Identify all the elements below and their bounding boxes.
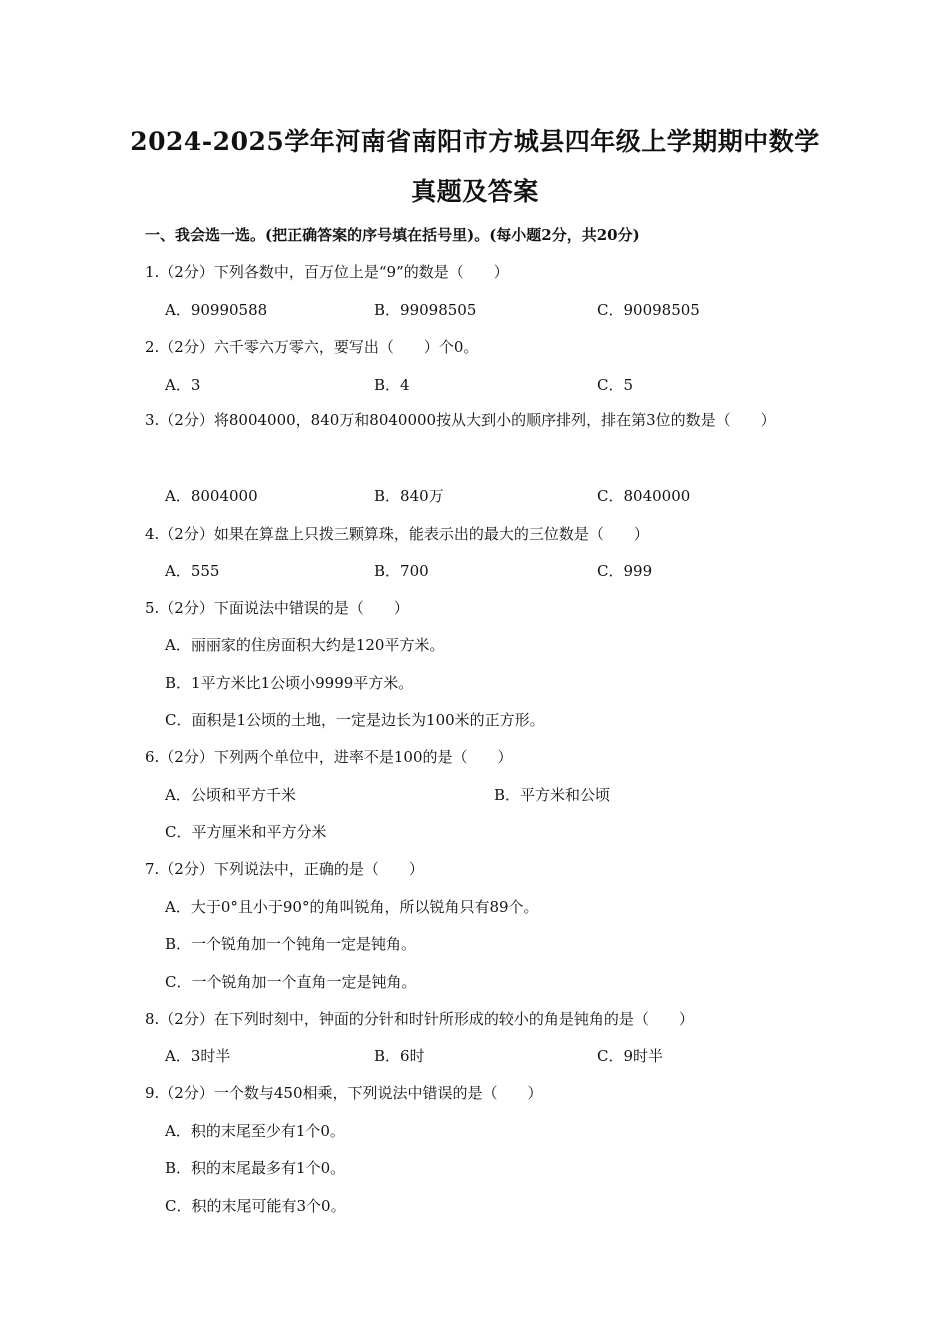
question-9: 9.（2分）一个数与450相乘，下列说法中错误的是（ ） <box>145 1084 543 1102</box>
q8-option-b: B．6时 <box>374 1047 425 1065</box>
q4-option-a: A．555 <box>165 562 220 580</box>
q5-option-a: A．丽丽家的住房面积大约是120平方米。 <box>165 636 445 654</box>
q9-option-c: C．积的末尾可能有3个0。 <box>165 1197 346 1215</box>
question-8: 8.（2分）在下列时刻中，钟面的分针和时针所形成的较小的角是钝角的是（ ） <box>145 1010 694 1028</box>
q2-option-a: A．3 <box>165 376 201 394</box>
q2-option-c: C．5 <box>597 376 634 394</box>
q5-option-b: B．1平方米比1公顷小9999平方米。 <box>165 674 414 692</box>
q2-option-b: B．4 <box>374 376 410 394</box>
q6-option-a: A．公顷和平方千米 <box>165 786 296 804</box>
q4-option-b: B．700 <box>374 562 429 580</box>
q6-option-b: B．平方米和公顷 <box>494 786 611 804</box>
q5-option-c: C．面积是1公顷的土地，一定是边长为100米的正方形。 <box>165 711 545 729</box>
section-heading: 一、我会选一选。(把正确答案的序号填在括号里)。(每小题2分，共20分) <box>145 226 640 244</box>
document-title-line2: 真题及答案 <box>411 177 539 206</box>
q9-option-a: A．积的末尾至少有1个0。 <box>165 1122 345 1140</box>
question-7: 7.（2分）下列说法中，正确的是（ ） <box>145 860 424 878</box>
q6-option-c: C．平方厘米和平方分米 <box>165 823 327 841</box>
question-2: 2.（2分）六千零六万零六，要写出（ ）个0。 <box>145 338 479 356</box>
q8-option-c: C．9时半 <box>597 1047 664 1065</box>
q3-option-b: B．840万 <box>374 487 444 505</box>
q4-option-c: C．999 <box>597 562 653 580</box>
q1-option-b: B．99098505 <box>374 301 477 319</box>
q3-option-a: A．8004000 <box>165 487 258 505</box>
q3-option-c: C．8040000 <box>597 487 691 505</box>
q7-option-c: C．一个锐角加一个直角一定是钝角。 <box>165 973 417 991</box>
question-3: 3.（2分）将8004000，840万和8040000按从大到小的顺序排列，排在第3位的数是（ ） <box>145 411 776 429</box>
q9-option-b: B．积的末尾最多有1个0。 <box>165 1159 346 1177</box>
q1-option-c: C．90098505 <box>597 301 700 319</box>
q8-option-a: A．3时半 <box>165 1047 231 1065</box>
q7-option-b: B．一个锐角加一个钝角一定是钝角。 <box>165 935 417 953</box>
q7-option-a: A．大于0°且小于90°的角叫锐角，所以锐角只有89个。 <box>165 898 539 916</box>
question-5: 5.（2分）下面说法中错误的是（ ） <box>145 599 409 617</box>
question-4: 4.（2分）如果在算盘上只拨三颗算珠，能表示出的最大的三位数是（ ） <box>145 525 649 543</box>
document-title: 2024-2025学年河南省南阳市方城县四年级上学期期中数学 <box>130 127 820 156</box>
question-6: 6.（2分）下列两个单位中，进率不是100的是（ ） <box>145 748 513 766</box>
q1-option-a: A．90990588 <box>165 301 268 319</box>
question-1: 1.（2分）下列各数中，百万位上是“9”的数是（ ） <box>145 263 509 281</box>
